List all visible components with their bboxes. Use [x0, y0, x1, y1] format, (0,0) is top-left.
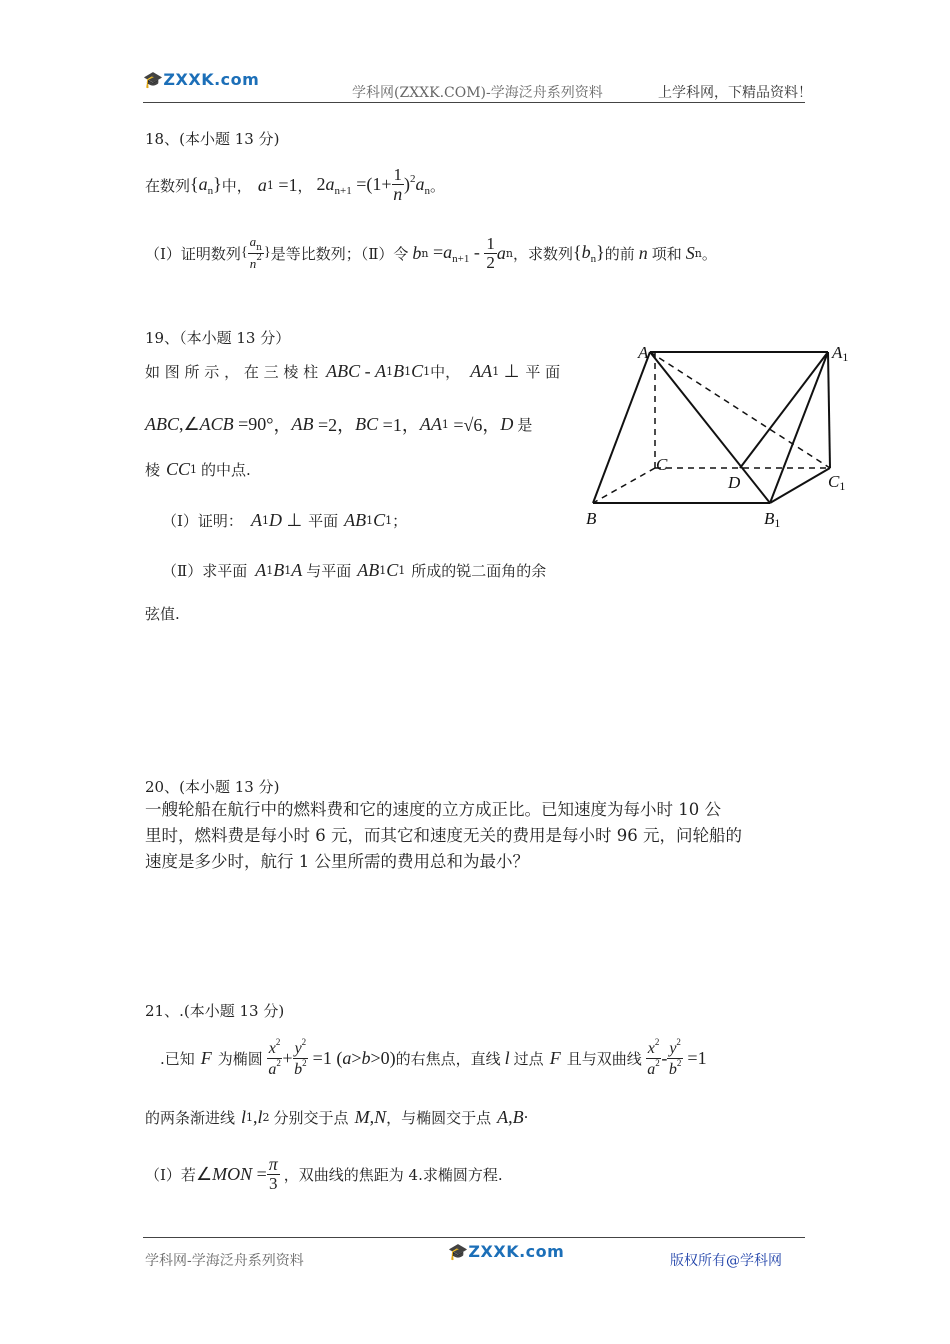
edge-A1-B1 — [770, 352, 828, 503]
logo-cap-icon: 🎓 — [448, 1242, 469, 1261]
label-A: A — [638, 343, 649, 362]
q20-body — [145, 797, 815, 875]
label-B1: B1 — [764, 509, 781, 530]
q19-line2: ABC ,∠ ACB =90° ， AB =2， BC =1， AA 1 =√6， D 是 — [145, 413, 533, 435]
header-center-text: 学科网(ZXXK.COM)-学海泛舟系列资料 — [352, 85, 603, 101]
q19-title: 19、（本小题 13 分） — [145, 329, 291, 347]
q20-title: 20、(本小题 13 分) — [145, 778, 280, 796]
edge-A1-C1 — [828, 352, 830, 468]
edge-B1-C1 — [770, 468, 830, 503]
label-C1: C1 — [828, 472, 846, 493]
q19-line1: 如 图 所 示 ， 在 三 棱 柱 ABC - A 1 B 1 C 1 中， AA 1 ⊥ 平 面 — [145, 360, 561, 381]
q20-line: 一艘轮船在航行中的燃料费和它的速度的立方成正比。已知速度为每小时 10 公 — [145, 800, 721, 819]
q21-line1: .已知 F 为椭圆 $\frac{x^2}{a^2}$ + $\frac{y^2}{b^2}$ =1 (a>b>0) 的右焦点，直线 l 过点 F 且与双曲线 $\frac{x^2}{a^2}$ - $\frac{y^2}{b^2}$ =1 — [160, 1036, 707, 1078]
q18-line1: 在数列 $\{a_n\}$ 中， a 1 =1 ， $2a_{n+1} =(1+$ $\frac{1}{n}$ )$^2a_n$ 。 — [145, 165, 446, 204]
q19-line3: 棱 CC 1 的中点. — [145, 458, 251, 479]
q20-line: 速度是多少时，航行 1 公里所需的费用总和为最小？ — [145, 852, 529, 871]
q20-line: 里时，燃料费是每小时 6 元，而其它和速度无关的费用是每小时 96 元，问轮船的 — [145, 826, 742, 845]
q18-title: 18、(本小题 13 分) — [145, 130, 280, 148]
label-A1: A1 — [832, 343, 849, 364]
prism-figure — [580, 340, 860, 540]
q21-part1: （Ⅰ）若 ∠ MON = $\frac{\pi}{3}$ ，双曲线的焦距为 4.求椭圆方程. — [145, 1154, 503, 1194]
edge-A1-D — [740, 352, 828, 468]
edge-A-B1 — [650, 352, 770, 503]
q19-part2-end: 弦值. — [145, 605, 180, 623]
footer-logo: 🎓ZXXK.com — [448, 1242, 565, 1261]
edge-A-B — [593, 352, 650, 503]
header-logo: 🎓ZXXK.com — [143, 70, 260, 89]
label-B: B — [586, 509, 597, 528]
q21-line2: 的两条渐进线 l 1 , l 2 分别交于点 M , N ，与椭圆交于点 A , B · — [145, 1106, 529, 1127]
edge-A-C1 — [650, 352, 830, 468]
label-C: C — [656, 455, 668, 474]
label-D: D — [728, 473, 741, 492]
q19-part1: （Ⅰ）证明： A 1 D ⊥ 平面 AB 1 C 1 ； — [162, 509, 408, 530]
logo-cap-icon: 🎓 — [143, 70, 164, 89]
q19-part2: （Ⅱ）求平面 A 1 B 1 A 与平面 AB 1 C 1 所成的锐二面角的余 — [162, 559, 547, 580]
q18-parts: （Ⅰ）证明数列 { $\frac{a_n}{n^2}$ } 是等比数列；（Ⅱ）令 b n $=a_{n+1}$ - $\frac{1}{2}$ a n ，求数列 $\{b_n\}$ 的前 n 项和 S n 。 — [145, 233, 717, 272]
footer-left-text: 学科网-学海泛舟系列资料 — [145, 1253, 304, 1269]
header-right-text: 上学科网，下精品资料！ — [658, 85, 812, 101]
footer-rule — [143, 1237, 805, 1238]
edge-C-B — [593, 468, 655, 503]
footer-right-text: 版权所有@学科网 — [670, 1253, 782, 1269]
q21-title: 21、.(本小题 13 分) — [145, 1002, 285, 1020]
header-rule — [143, 102, 805, 103]
